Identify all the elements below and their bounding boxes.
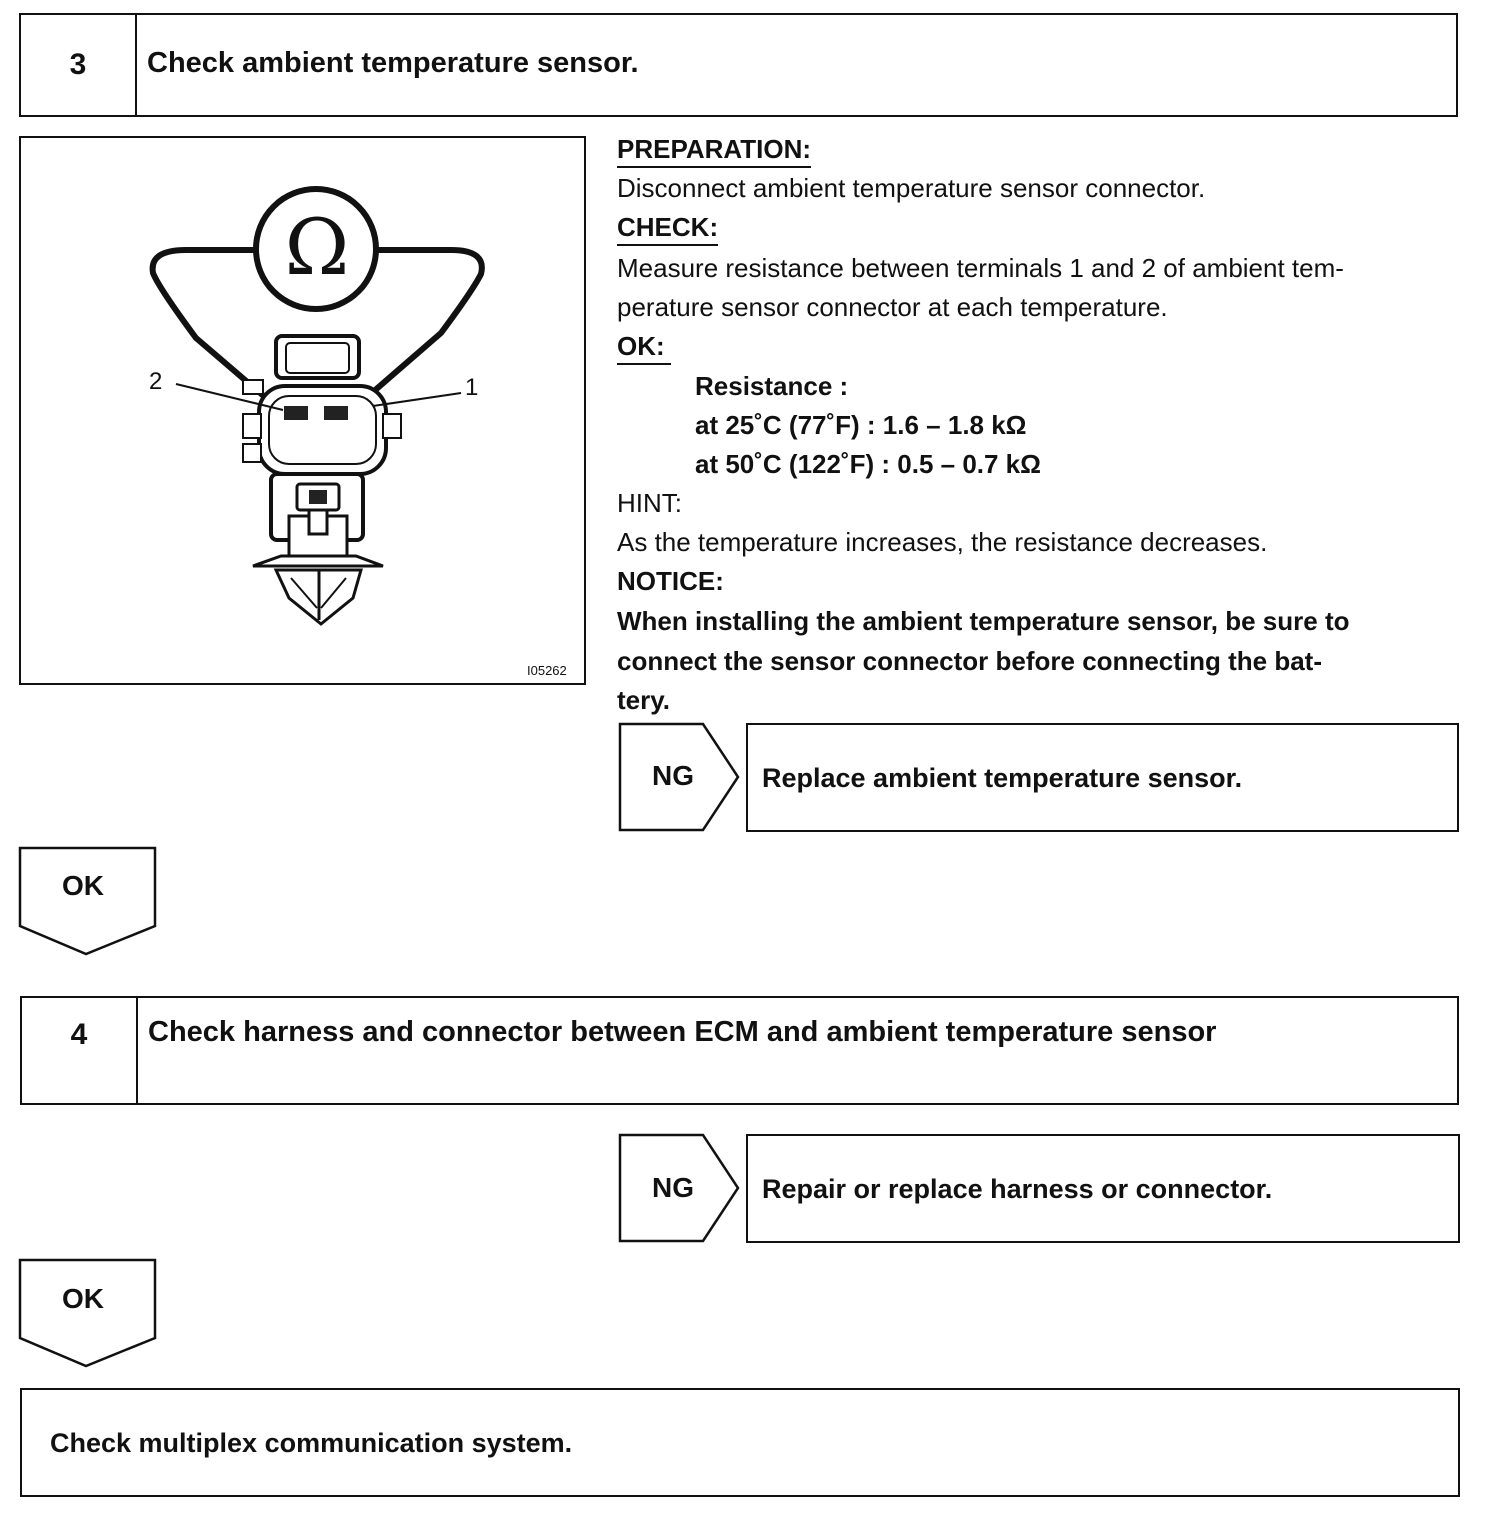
step-number: 4 — [22, 998, 138, 1103]
sensor-figure — [19, 136, 586, 685]
hint-heading: HINT: — [617, 488, 682, 518]
step-4-header — [20, 996, 1459, 1105]
ohm-symbol: Ω — [284, 203, 350, 293]
preparation-text: Disconnect ambient temperature sensor connector. — [617, 173, 1206, 203]
ng-result-text-1: Replace ambient temperature sensor. — [762, 763, 1243, 793]
step-3-header — [19, 13, 1458, 117]
check-text-line-2: perature sensor connector at each temperature. — [617, 292, 1168, 322]
figure-id: I05262 — [527, 663, 567, 678]
ok-label-1: OK — [62, 870, 104, 901]
preparation-heading: PREPARATION: — [617, 134, 811, 168]
spec-line-1: at 25˚C (77˚F) : 1.6 – 1.8 kΩ — [695, 410, 1027, 440]
step-number: 3 — [21, 15, 137, 115]
ng-result-text-2: Repair or replace harness or connector. — [762, 1174, 1273, 1204]
ok-label-2: OK — [62, 1283, 104, 1314]
notice-line-2: connect the sensor connector before connecting the bat- — [617, 646, 1322, 676]
spec-title: Resistance : — [695, 371, 849, 401]
check-text-line-1: Measure resistance between terminals 1 and 2 of ambient tem- — [617, 253, 1344, 283]
terminal-2-label: 2 — [149, 368, 163, 395]
ok-heading: OK: — [617, 331, 671, 365]
ng-label-2: NG — [652, 1172, 694, 1203]
hint-text: As the temperature increases, the resistance decreases. — [617, 527, 1268, 557]
step-title: Check ambient temperature sensor. — [147, 47, 639, 79]
notice-line-1: When installing the ambient temperature sensor, be sure to — [617, 606, 1350, 636]
ok-arrow-1 — [18, 846, 158, 958]
step-title: Check harness and connector between ECM and ambient temperature sensor — [148, 1016, 1217, 1048]
ng-result-box-2 — [746, 1134, 1460, 1243]
notice-heading: NOTICE: — [617, 566, 724, 596]
notice-line-3: tery. — [617, 685, 670, 715]
final-step-text: Check multiplex communication system. — [50, 1428, 573, 1458]
spec-line-2: at 50˚C (122˚F) : 0.5 – 0.7 kΩ — [695, 449, 1041, 479]
terminal-1-label: 1 — [465, 374, 479, 401]
ng-label-1: NG — [652, 760, 694, 791]
check-heading: CHECK: — [617, 212, 718, 246]
final-step-box — [20, 1388, 1460, 1497]
ng-result-box-1 — [746, 723, 1459, 832]
